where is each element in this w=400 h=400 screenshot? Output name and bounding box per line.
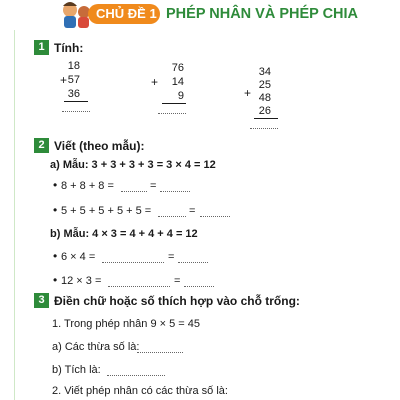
- answer-blank[interactable]: [107, 374, 165, 376]
- bullet: •: [53, 178, 58, 192]
- section-number-2: 2: [34, 138, 49, 153]
- example-a: a) Mẫu: 3 + 3 + 3 + 3 = 3 × 4 = 12: [50, 159, 216, 171]
- equals-sign: =: [189, 205, 196, 217]
- exercise-item: 5 + 5 + 5 + 5 + 5 =: [61, 205, 152, 217]
- section-number-1: 1: [34, 40, 49, 55]
- plus-sign: +: [60, 73, 68, 87]
- sum-line: [254, 118, 278, 119]
- example-b: b) Mẫu: 4 × 3 = 4 + 4 + 4 = 12: [50, 228, 198, 240]
- answer-blank[interactable]: [250, 127, 278, 129]
- chapter-label: CHỦ ĐỀ 1: [96, 6, 157, 21]
- section-title-1: Tính:: [54, 41, 84, 55]
- answer-blank[interactable]: [200, 215, 230, 217]
- question-1b: b) Tích là:: [52, 364, 101, 376]
- plus-sign: +: [244, 86, 252, 100]
- answer-blank[interactable]: [158, 112, 186, 114]
- addend: 36: [67, 88, 80, 100]
- addend: 34: [258, 66, 271, 78]
- sum-line: [162, 103, 186, 104]
- question-2: 2. Viết phép nhân có các thừa số là:: [52, 385, 228, 397]
- bullet: •: [53, 203, 58, 217]
- exercise-item: 12 × 3 =: [61, 275, 102, 287]
- section-title-3: Điền chữ hoặc số thích hợp vào chỗ trống:: [54, 294, 300, 308]
- question-1a: a) Các thừa số là:: [52, 341, 140, 353]
- addend: 9: [177, 90, 184, 102]
- answer-blank[interactable]: [62, 110, 90, 112]
- chapter-title: PHÉP NHÂN VÀ PHÉP CHIA: [166, 6, 359, 22]
- addend: 18: [67, 60, 80, 72]
- bullet: •: [53, 273, 58, 287]
- answer-blank[interactable]: [184, 285, 214, 287]
- exercise-item: 6 × 4 =: [61, 251, 96, 263]
- addend: 48: [258, 92, 271, 104]
- equals-sign: =: [174, 275, 181, 287]
- answer-blank[interactable]: [102, 261, 164, 263]
- section-number-3: 3: [34, 293, 49, 308]
- addend: 26: [258, 105, 271, 117]
- question-1: 1. Trong phép nhân 9 × 5 = 45: [52, 318, 201, 330]
- answer-blank[interactable]: [137, 351, 183, 353]
- bullet: •: [53, 249, 58, 263]
- exercise-item: 8 + 8 + 8 =: [61, 180, 114, 192]
- addend: 14: [171, 76, 184, 88]
- addend: 76: [171, 62, 184, 74]
- answer-blank[interactable]: [160, 190, 190, 192]
- addend: 57: [67, 74, 80, 86]
- answer-blank[interactable]: [121, 190, 147, 192]
- equals-sign: =: [150, 180, 157, 192]
- answer-blank[interactable]: [158, 215, 186, 217]
- margin-rule: [14, 30, 15, 400]
- plus-sign: +: [151, 75, 159, 89]
- answer-blank[interactable]: [178, 261, 208, 263]
- sum-line: [64, 101, 88, 102]
- section-title-2: Viết (theo mẫu):: [54, 139, 145, 153]
- addend: 25: [258, 79, 271, 91]
- equals-sign: =: [168, 251, 175, 263]
- answer-blank[interactable]: [108, 285, 170, 287]
